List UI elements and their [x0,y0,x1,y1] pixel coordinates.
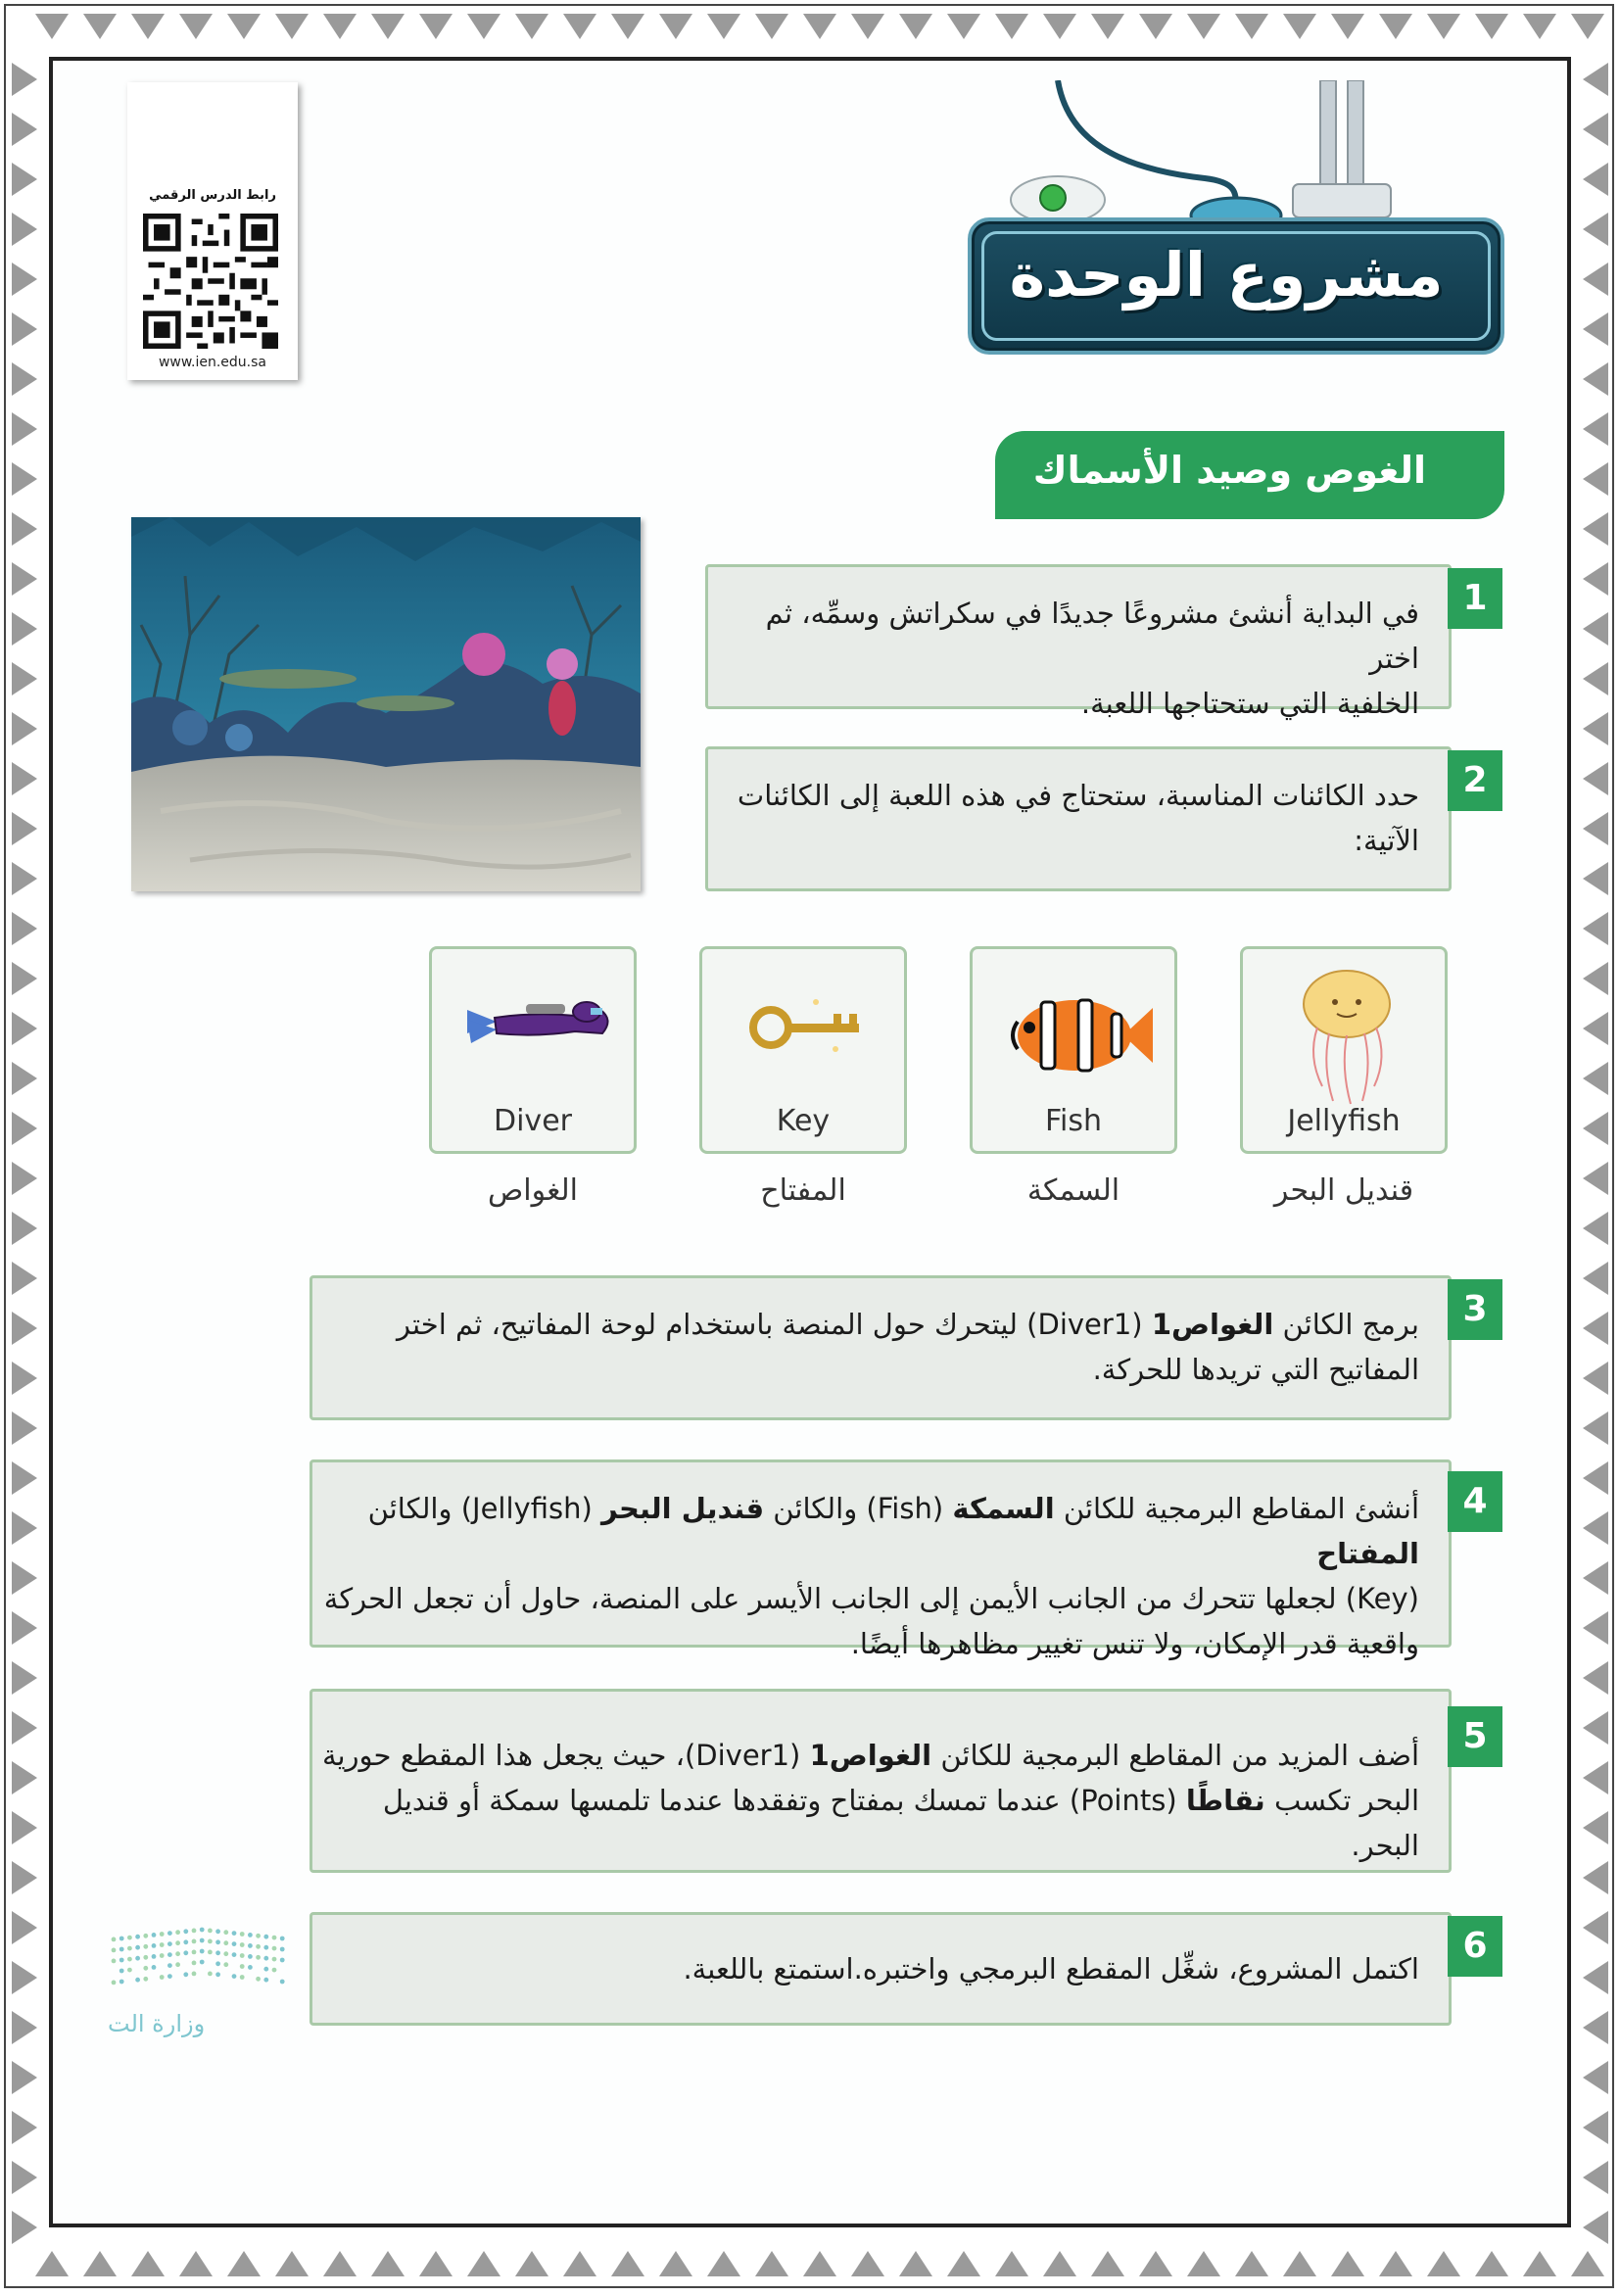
object-card-fish [970,946,1177,1154]
logo-dot [240,1932,245,1937]
border-triangle [12,263,37,296]
logo-dot [143,1944,148,1949]
step-5-number: 5 [1448,1706,1502,1767]
border-triangle [467,2251,500,2276]
border-triangle [803,14,836,39]
border-triangle [1583,1461,1608,1495]
border-triangle [1583,1911,1608,1944]
border-triangle [899,14,932,39]
logo-dot [192,1961,197,1966]
logo-dot [175,1940,180,1945]
logo-dot [143,1966,148,1971]
border-triangle [1283,14,1316,39]
border-triangle [12,1961,37,1994]
border-triangle [1583,163,1608,196]
logo-dot [127,1946,132,1951]
border-triangle [1583,962,1608,995]
border-triangle [1583,2061,1608,2094]
border-triangle [12,762,37,795]
logo-dot [223,1930,228,1935]
border-triangle [515,14,548,39]
logo-dot [152,1954,157,1959]
border-triangle [803,2251,836,2276]
logo-dot [223,1940,228,1945]
border-triangle [227,2251,261,2276]
border-triangle [12,912,37,945]
logo-dot [167,1974,172,1979]
border-triangle [83,2251,117,2276]
logo-dot [215,1939,220,1944]
logo-dot [208,1929,213,1934]
border-triangle [1187,14,1220,39]
logo-dot [223,1951,228,1956]
border-triangle [707,2251,740,2276]
border-triangle [12,1611,37,1645]
border-triangle [611,14,644,39]
logo-dot [183,1929,188,1934]
border-triangle [12,462,37,496]
border-triangle [1583,1811,1608,1844]
border-triangle [1427,14,1460,39]
border-triangle [1331,14,1364,39]
logo-dot [248,1933,253,1937]
logo-dot [272,1946,277,1951]
border-triangle [12,113,37,146]
border-triangle [323,2251,357,2276]
logo-dot [192,1950,197,1955]
border-triangle [1475,2251,1508,2276]
section-subtitle: الغوص وصيد الأسماك [1032,449,1426,492]
right-triangle-border [1573,0,1612,2292]
border-triangle [1583,1212,1608,1245]
border-triangle [275,2251,309,2276]
border-triangle [1583,512,1608,546]
logo-dot [215,1929,220,1934]
border-triangle [1043,14,1076,39]
diver-icon [457,959,614,1106]
border-triangle [12,962,37,995]
border-triangle [12,1012,37,1045]
border-triangle [1583,263,1608,296]
border-triangle [419,14,453,39]
logo-dot [240,1975,245,1980]
qr-url[interactable]: www.ien.edu.sa [158,355,267,370]
logo-dot [112,1959,117,1964]
logo-dot [143,1955,148,1960]
jellyfish-icon [1268,959,1425,1106]
border-triangle [12,2011,37,2044]
border-triangle [1583,213,1608,246]
object-card-diver [429,946,637,1154]
logo-dot [232,1952,237,1957]
logo-dot [192,1929,197,1934]
border-triangle [131,2251,165,2276]
ministry-text: وزارة الت [108,2010,206,2037]
border-triangle [1583,812,1608,845]
border-triangle [659,2251,692,2276]
logo-dot [200,1928,205,1933]
border-triangle [1139,2251,1172,2276]
logo-dot [152,1965,157,1970]
border-triangle [947,2251,980,2276]
object-arabic-jellyfish: قنديل البحر [1273,1173,1414,1208]
bottom-triangle-border [0,2243,1620,2282]
border-triangle [1583,1661,1608,1695]
logo-dot [167,1941,172,1946]
border-triangle [12,1561,37,1595]
border-triangle [227,14,261,39]
left-triangle-border [8,0,47,2292]
border-triangle [659,14,692,39]
step-5-box [310,1689,1452,1873]
logo-dot [192,1939,197,1944]
logo-dot [119,1937,124,1941]
border-triangle [1583,1312,1608,1345]
logo-dot [143,1977,148,1982]
logo-dot [240,1942,245,1947]
border-triangle [1187,2251,1220,2276]
border-triangle [1235,14,1268,39]
border-triangle [1583,1262,1608,1295]
border-triangle [1583,462,1608,496]
border-triangle [12,1461,37,1495]
logo-dot [280,1980,285,1985]
border-triangle [12,1312,37,1345]
border-triangle [12,213,37,246]
step-3-number: 3 [1448,1279,1502,1340]
border-triangle [611,2251,644,2276]
object-name-key: Key [776,1104,831,1138]
border-triangle [12,1911,37,1944]
logo-dot [256,1955,261,1960]
logo-dot [175,1930,180,1935]
border-triangle [12,862,37,895]
border-triangle [995,14,1028,39]
border-triangle [1091,2251,1124,2276]
border-triangle [1523,14,1556,39]
border-triangle [83,14,117,39]
border-triangle [1583,1861,1608,1894]
object-arabic-key: المفتاح [760,1173,846,1208]
logo-dot [240,1953,245,1958]
logo-dot [127,1968,132,1973]
border-triangle [12,612,37,646]
object-card-jellyfish [1240,946,1448,1154]
border-triangle [1583,1511,1608,1545]
object-name-fish: Fish [1044,1104,1103,1138]
border-triangle [179,14,213,39]
border-triangle [12,1411,37,1445]
qr-card[interactable] [127,82,298,380]
step-2-text: حدد الكائنات المناسبة، ستحتاج في هذه اللعبة إلى الكائنات الآتية: [737,779,1419,857]
logo-dot [152,1933,157,1937]
object-card-key [699,946,907,1154]
border-triangle [12,312,37,346]
logo-dot [232,1931,237,1936]
border-triangle [851,14,884,39]
step-6-box [310,1912,1452,2026]
logo-dot [167,1963,172,1968]
banner-box [968,217,1504,355]
unit-project-banner [960,80,1508,364]
border-triangle [1583,412,1608,446]
border-triangle [12,712,37,745]
logo-dot [112,1948,117,1953]
logo-dot [183,1950,188,1955]
border-triangle [12,1162,37,1195]
logo-dot [160,1932,165,1937]
logo-dot [263,1935,268,1939]
logo-dot [119,1969,124,1974]
border-triangle [467,14,500,39]
border-triangle [1583,912,1608,945]
logo-dot [135,1978,140,1983]
logo-dot [112,1937,117,1942]
border-triangle [12,412,37,446]
border-triangle [12,1112,37,1145]
border-triangle [1583,1961,1608,1994]
border-triangle [12,512,37,546]
step-3-box [310,1275,1452,1420]
underwater-background-image [131,517,641,891]
logo-dot [127,1936,132,1940]
logo-dot [208,1950,213,1955]
border-triangle [1583,662,1608,695]
border-triangle [1091,14,1124,39]
ministry-logo-icon [108,1920,294,1998]
border-triangle [1523,2251,1556,2276]
logo-dot [119,1980,124,1985]
step-6-number: 6 [1448,1916,1502,1977]
border-triangle [323,14,357,39]
logo-dot [192,1972,197,1977]
logo-dot [263,1945,268,1950]
border-triangle [707,14,740,39]
logo-dot [167,1952,172,1957]
border-triangle [1583,113,1608,146]
border-triangle [1379,2251,1412,2276]
border-triangle [12,1811,37,1844]
border-triangle [12,2161,37,2194]
step-6-text: اكتمل المشروع، شغِّل المقطع البرمجي واختبره.استمتع باللعبة. [683,1952,1419,1985]
border-triangle [755,2251,788,2276]
border-triangle [1139,14,1172,39]
qr-label: رابط الدرس الرقمي [149,188,276,203]
logo-dot [119,1947,124,1952]
logo-dot [280,1937,285,1941]
logo-dot [208,1972,213,1977]
border-triangle [1583,2161,1608,2194]
border-triangle [1583,1411,1608,1445]
logo-dot [135,1956,140,1961]
border-triangle [1583,1611,1608,1645]
object-arabic-diver: الغواص [487,1173,579,1208]
border-triangle [563,2251,596,2276]
logo-dot [135,1945,140,1950]
logo-dot [200,1938,205,1943]
step-1-text: في البداية أنشئ مشروعًا جديدًا في سكراتش وسمِّه، ثم اختر الخلفية التي ستحتاجها اللعبة. [765,597,1419,720]
step-2-box [705,746,1452,891]
logo-dot [272,1968,277,1973]
border-triangle [1475,14,1508,39]
logo-dot [280,1947,285,1952]
border-triangle [1583,862,1608,895]
clownfish-icon [998,959,1155,1106]
step-4-number: 4 [1448,1471,1502,1532]
border-triangle [1235,2251,1268,2276]
qr-code-icon[interactable] [143,214,278,349]
logo-dot [160,1975,165,1980]
border-triangle [12,1212,37,1245]
logo-dot [119,1958,124,1963]
logo-dot [127,1957,132,1962]
border-triangle [1583,362,1608,396]
step-4-text: أنشئ المقاطع البرمجية للكائن السمكة (Fish) والكائن قنديل البحر (Jellyfish) والكائن المفتاح (Key) لجعلها تتحرك من الجانب الأيمن إلى الجانب الأيسر على المنصة، حاول أن تجعل الحركة واقعية قدر الإمكان، ولا تنس تغيير مظاهرها أيضًا. [323,1492,1419,1660]
border-triangle [12,2111,37,2144]
border-triangle [12,562,37,596]
logo-dot [272,1936,277,1940]
logo-dot [272,1957,277,1962]
step-2-number: 2 [1448,750,1502,811]
border-triangle [1583,1561,1608,1595]
logo-dot [263,1967,268,1972]
border-triangle [1583,562,1608,596]
border-triangle [1583,612,1608,646]
border-triangle [12,1362,37,1395]
logo-dot [208,1939,213,1944]
border-triangle [1379,14,1412,39]
border-triangle [12,1062,37,1095]
logo-dot [135,1935,140,1939]
border-triangle [995,2251,1028,2276]
border-triangle [1427,2251,1460,2276]
border-triangle [12,1511,37,1545]
logo-dot [248,1954,253,1959]
border-triangle [1583,2211,1608,2244]
border-triangle [1583,2111,1608,2144]
border-triangle [12,1262,37,1295]
border-triangle [1331,2251,1364,2276]
border-triangle [563,14,596,39]
step-3-text: برمج الكائن الغواص1 (Diver1) ليتحرك حول المنصة باستخدام لوحة المفاتيح، ثم اختر المفاتيح التي تريدها للحركة. [397,1308,1419,1386]
step-4-box [310,1459,1452,1660]
object-arabic-fish: السمكة [1026,1173,1120,1208]
logo-dot [183,1972,188,1977]
border-triangle [755,14,788,39]
border-triangle [371,2251,405,2276]
logo-dot [223,1962,228,1967]
ministry-logo [108,1920,294,2037]
border-triangle [1583,1761,1608,1794]
border-triangle [1583,1362,1608,1395]
logo-dot [175,1951,180,1956]
border-triangle [131,14,165,39]
banner-connector-icon [960,80,1508,227]
border-triangle [1583,1162,1608,1195]
section-subtitle-tab [995,431,1504,519]
border-triangle [12,163,37,196]
logo-dot [248,1965,253,1970]
banner-title: مشروع الوحدة [1009,239,1444,311]
border-triangle [1583,63,1608,96]
border-triangle [851,2251,884,2276]
border-triangle [12,1711,37,1745]
border-triangle [12,2211,37,2244]
border-triangle [12,1661,37,1695]
border-triangle [1283,2251,1316,2276]
border-triangle [1043,2251,1076,2276]
border-triangle [1583,1711,1608,1745]
border-triangle [275,14,309,39]
object-name-diver: Diver [494,1104,572,1138]
logo-dot [200,1949,205,1954]
logo-dot [240,1964,245,1969]
top-triangle-border [0,8,1620,47]
logo-dot [167,1931,172,1936]
logo-dot [248,1943,253,1948]
border-triangle [1583,1062,1608,1095]
logo-dot [232,1974,237,1979]
step-5-text: أضف المزيد من المقاطع البرمجية للكائن الغواص1 (Diver1)، حيث يجعل هذا المقطع حورية البحر تكسب نقاطًا (Points) عندما تمسك بمفتاح وتفقدها عندما تلمسها سمكة أو قنديل البحر. [321,1739,1419,1862]
border-triangle [12,1861,37,1894]
border-triangle [12,362,37,396]
step-1-box [705,564,1452,720]
logo-dot [215,1972,220,1977]
border-triangle [1583,312,1608,346]
border-triangle [515,2251,548,2276]
border-triangle [1583,762,1608,795]
object-name-jellyfish: Jellyfish [1287,1104,1401,1138]
logo-dot [280,1958,285,1963]
border-triangle [12,812,37,845]
logo-dot [143,1934,148,1938]
border-triangle [1583,1012,1608,1045]
logo-dot [160,1942,165,1947]
border-triangle [12,63,37,96]
border-triangle [1583,2011,1608,2044]
border-triangle [419,2251,453,2276]
logo-dot [215,1961,220,1966]
border-triangle [12,1761,37,1794]
border-triangle [947,14,980,39]
logo-dot [215,1950,220,1955]
logo-dot [183,1939,188,1944]
logo-dot [175,1962,180,1967]
logo-dot [256,1944,261,1949]
border-triangle [179,2251,213,2276]
step-1-number: 1 [1448,568,1502,629]
border-triangle [899,2251,932,2276]
border-triangle [371,14,405,39]
logo-dot [232,1941,237,1946]
border-triangle [12,662,37,695]
logo-dot [263,1978,268,1983]
logo-dot [200,1960,205,1965]
logo-dot [160,1953,165,1958]
border-triangle [1583,712,1608,745]
logo-dot [263,1956,268,1961]
logo-dot [112,1981,117,1985]
border-triangle [1583,1112,1608,1145]
key-icon [728,959,884,1106]
logo-dot [256,1977,261,1982]
logo-dot [256,1934,261,1938]
border-triangle [12,2061,37,2094]
logo-dot [152,1943,157,1948]
